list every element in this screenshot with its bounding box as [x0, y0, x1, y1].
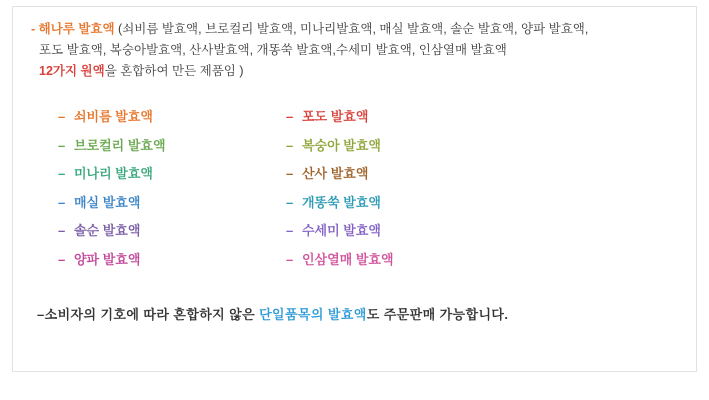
list-item [286, 132, 394, 161]
list-item-label: 수세미 발효액 [302, 223, 381, 238]
description-line-2: 포도 발효액, 복숭아발효액, 산사발효액, 개똥쑥 발효액,수세미 발효액, 인삼열매 발효액 [39, 43, 507, 57]
dash-icon: – [58, 137, 66, 153]
list-item-label: 포도 발효액 [302, 109, 369, 124]
description-line-1 [31, 19, 681, 40]
list-item [58, 160, 166, 189]
list-item [286, 246, 394, 275]
dash-icon: – [286, 166, 294, 181]
dash-icon: – [58, 223, 66, 238]
list-item-label: 개똥쑥 발효액 [302, 194, 381, 210]
list-item [286, 103, 394, 132]
list-item [286, 189, 394, 218]
list-item [58, 189, 166, 218]
list-item-label: 복숭아 발효액 [302, 137, 381, 153]
list-item [286, 217, 394, 246]
list-item [286, 160, 394, 189]
list-item-label: 브로컬리 발효액 [74, 137, 166, 153]
list-item [58, 217, 166, 246]
description-line-3-rest: 을 혼합하여 만든 제품임 ) [104, 64, 244, 78]
dash-icon: – [286, 194, 294, 210]
footer-note-highlight: 단일품목의 발효액 [259, 307, 367, 322]
list-item-label: 산사 발효액 [302, 166, 369, 181]
dash-icon: – [58, 109, 66, 124]
ingredient-column-right [286, 103, 394, 274]
list-item-label: 쇠비름 발효액 [74, 109, 153, 124]
list-item-label: 인삼열매 발효액 [302, 251, 394, 267]
dash-icon: – [286, 251, 294, 267]
list-item-label: 미나리 발효액 [74, 166, 153, 181]
footer-note-before: –소비자의 기호에 따라 혼합하지 않은 [37, 307, 260, 322]
list-item [58, 132, 166, 161]
description-line-1-rest: (쇠비름 발효액, 브로컬리 발효액, 미나리발효액, 매실 발효액, 솔순 발효액, 양파 발효액, [114, 22, 589, 36]
dash-icon: – [286, 223, 294, 238]
list-item-label: 양파 발효액 [74, 251, 141, 267]
dash-icon: – [58, 251, 66, 267]
list-item-label: 매실 발효액 [74, 194, 141, 210]
product-name: - 해나루 발효액 [31, 22, 115, 36]
list-item [58, 103, 166, 132]
dash-icon: – [286, 137, 294, 153]
content-panel [12, 6, 697, 372]
footer-note [37, 304, 508, 323]
dash-icon: – [58, 166, 66, 181]
description-line-3 [31, 61, 681, 82]
list-item-label: 솔순 발효액 [74, 223, 141, 238]
product-description [31, 19, 681, 82]
ingredient-count: 12가지 원액 [39, 64, 105, 78]
dash-icon: – [58, 194, 66, 210]
dash-icon: – [286, 109, 294, 124]
footer-note-after: 도 주문판매 가능합니다. [366, 307, 509, 322]
list-item [58, 246, 166, 275]
ingredient-column-left [58, 103, 166, 274]
